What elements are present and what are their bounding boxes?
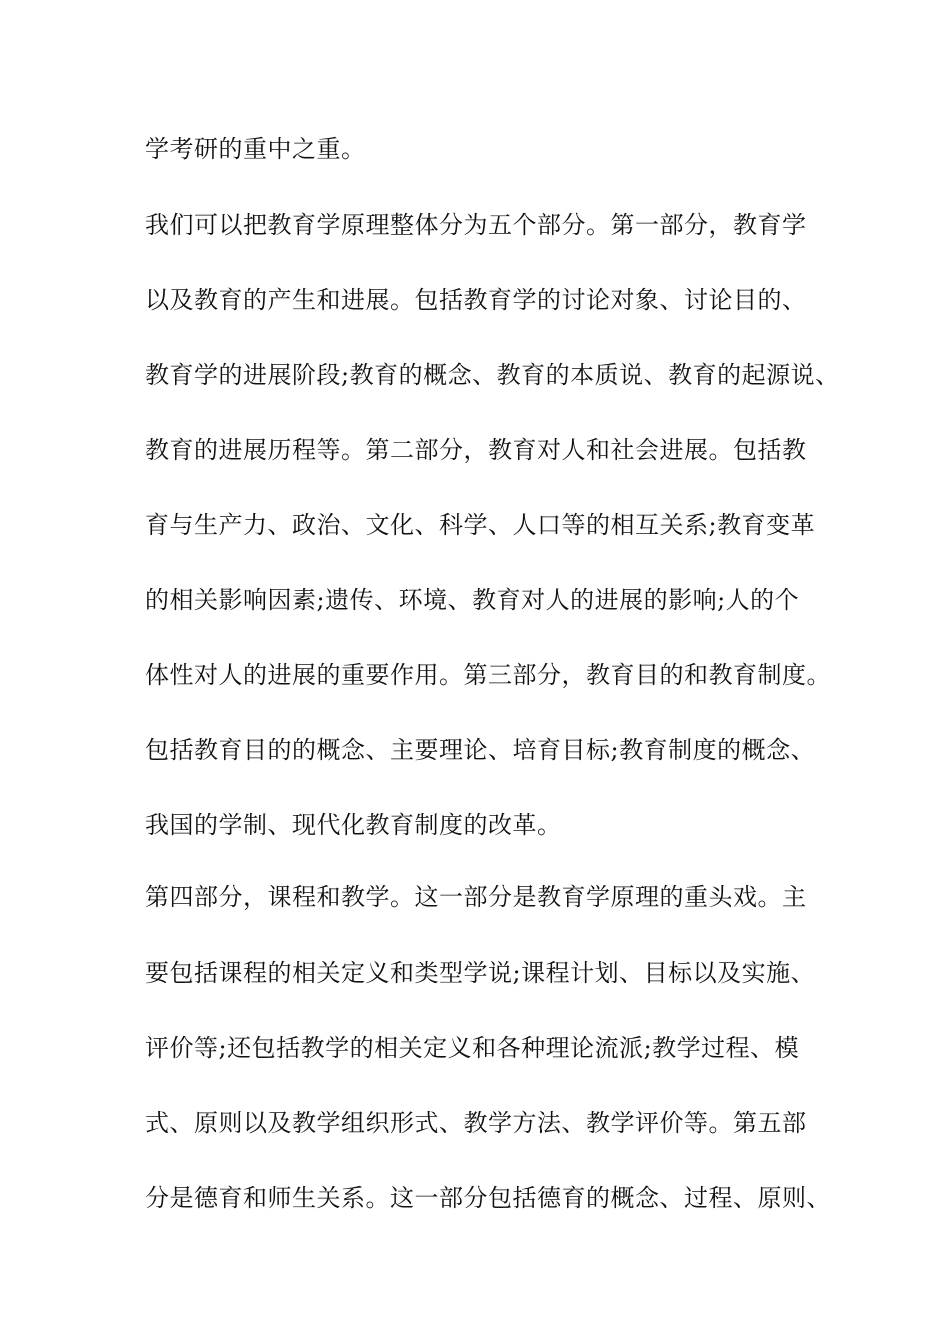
text-line: 育与生产力、政治、文化、科学、人口等的相互关系;教育变革 xyxy=(145,511,816,539)
text-line: 式、原则以及教学组织形式、教学方法、教学评价等。第五部 xyxy=(145,1109,807,1137)
text-line: 体性对人的进展的重要作用。第三部分，教育目的和教育制度。 xyxy=(145,661,831,689)
text-line: 包括教育目的的概念、主要理论、培育目标;教育制度的概念、 xyxy=(145,736,816,764)
text-line: 第四部分，课程和教学。这一部分是教育学原理的重头戏。主 xyxy=(145,883,807,911)
text-line: 教育学的进展阶段;教育的概念、教育的本质说、教育的起源说、 xyxy=(145,361,840,389)
text-line: 我们可以把教育学原理整体分为五个部分。第一部分，教育学 xyxy=(145,211,807,239)
text-line: 评价等;还包括教学的相关定义和各种理论流派;教学过程、模 xyxy=(145,1034,800,1062)
text-line: 教育的进展历程等。第二部分，教育对人和社会进展。包括教 xyxy=(145,436,807,464)
text-line: 分是德育和师生关系。这一部分包括德育的概念、过程、原则、 xyxy=(145,1184,831,1212)
text-line: 的相关影响因素;遗传、环境、教育对人的进展的影响;人的个 xyxy=(145,586,800,614)
text-line: 以及教育的产生和进展。包括教育学的讨论对象、讨论目的、 xyxy=(145,286,807,314)
text-line: 要包括课程的相关定义和类型学说;课程计划、目标以及实施、 xyxy=(145,959,816,987)
text-line: 学考研的重中之重。 xyxy=(145,135,366,163)
text-line: 我国的学制、现代化教育制度的改革。 xyxy=(145,811,562,839)
